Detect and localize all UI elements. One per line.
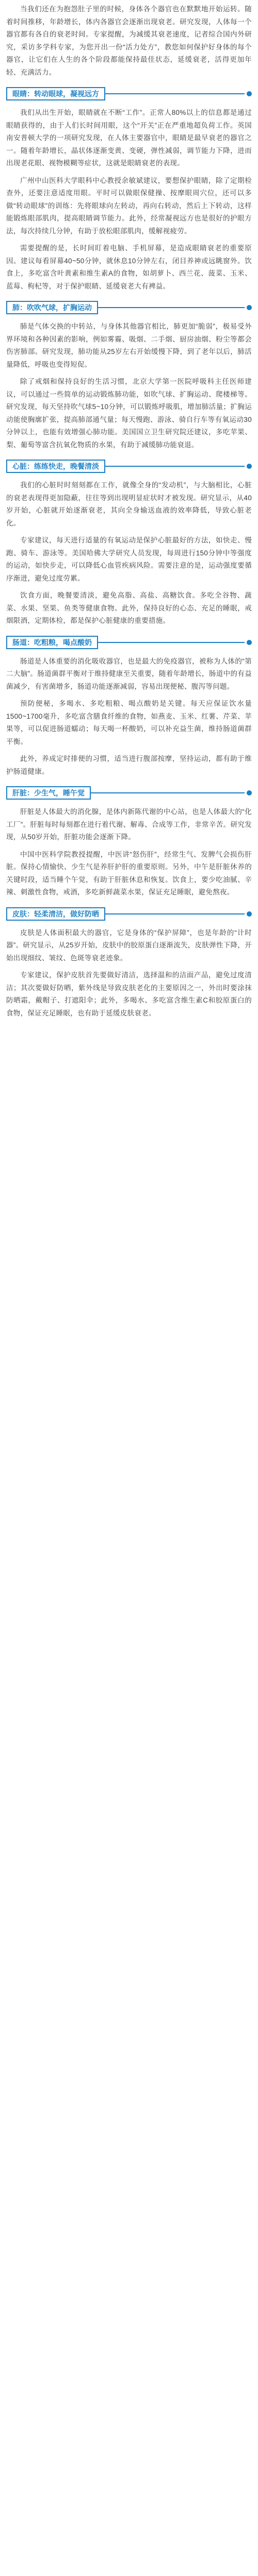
section-paragraph: 中国中医科学院教授提醒，中医讲“怒伤肝”，经常生气、发脾气会损伤肝脏。保持心情愉快、少生气是养肝护肝的重要原则。另外，中午是肝脏休养的关键时段，适当睡个午觉，有助于肝脏休息和恢复。饮食上，要少吃油腻、辛辣、刺激性食物，戒酒，多吃新鲜蔬菜水果，保证充足睡眠，避免熬夜。: [6, 850, 252, 896]
section-paragraph: 肝脏是人体最大的消化腺，是体内新陈代谢的中心站，也是人体最大的“化工厂”。肝脏每时每刻都在进行着代谢、解毒、合成等工作，非常辛苦。研究发现，从50岁开始，肝脏功能会逐渐下降。: [6, 808, 252, 841]
section-header: [6, 460, 252, 473]
section-paragraph: 饮食方面，晚餐要清淡，避免高脂、高盐、高糖饮食。多吃全谷物、蔬菜、水果、坚果、鱼类等健康食物。此外，保持良好的心态、充足的睡眠，戒烟限酒，定期体检，都是保护心脏健康的重要措施。: [6, 591, 252, 624]
section-paragraph: 专家建议，每天进行适量的有氧运动是保护心脏最好的方法，如快走、慢跑、骑车、游泳等。美国哈佛大学研究人员发现，每周进行150分钟中等强度的运动，如快步走，可以降低心血管疾病风险。需要注意的是，运动强度要循序渐进，避免过度劳累。: [6, 536, 252, 582]
section-paragraph: 专家建议，保护皮肤首先要做好清洁，选择温和的洁面产品，避免过度清洁；其次要做好防晒，紫外线是导致皮肤老化的主要原因之一，外出时要涂抹防晒霜，戴帽子、打遮阳伞；此外，多喝水、多吃富含维生素C和胶原蛋白的食物，保证充足睡眠，也有助于延缓皮肤衰老。: [6, 971, 252, 1017]
section-paragraph: 此外，养成定时排便的习惯，适当进行腹部按摩，坚持运动，都有助于维护肠道健康。: [6, 755, 252, 775]
article: [0, 0, 258, 1037]
section-intestine: [6, 636, 252, 778]
dot-icon: [247, 305, 252, 310]
dot-icon: [247, 640, 252, 645]
section-paragraph: 需要提醒的是，长时间盯着电脑、手机屏幕，是造成眼睛衰老的重要原因。建议每看屏幕40~50分钟，就休息10分钟左右，闭目养神或远眺窗外。饮食上，多吃富含叶黄素和维生素A的食物，如胡萝卜、西兰花、菠菜、玉米、蓝莓、枸杞等，对于保护眼睛、延缓衰老大有裨益。: [6, 244, 252, 290]
section-liver: [6, 786, 252, 899]
section-paragraph: 肺是气体交换的中转站，与身体其他器官相比，肺更加“脆弱”，极易受外界环境和各种因素的影响，例如雾霾、吸烟、二手烟、厨房油烟、粉尘等都会伤害肺部。研究发现，肺功能从25岁左右开始缓慢下降，到了老年以后，肺活量降低，呼吸也变得短促。: [6, 323, 252, 368]
section-heart: [6, 460, 252, 628]
intro-paragraph: 当我们还在为抱怨肚子里的时候，身体各个器官也在默默地开始运转。随着时间推移，年龄增长，体内各器官会逐渐出现衰老。研究发现，人体每一个器官都有各自的衰老时间。专家提醒，为减缓其衰老速度，记者综合国内外研究，采访多学科专家，为您开出一份“活力处方”，教您如何保护好身体的每个器官，让它们在人生的各个阶段都能保持最佳状态，延缓衰老，活得更加年轻、充满活力。: [6, 5, 252, 76]
section-title: 心脏：练练快走，晚餐清淡: [6, 460, 105, 473]
section-header: [6, 87, 252, 100]
dot-icon: [247, 464, 252, 469]
divider-line: [98, 307, 245, 308]
divider-line: [105, 466, 245, 467]
dot-icon: [247, 91, 252, 96]
section-title: 肺：吹吹气球，扩胸运动: [6, 301, 98, 314]
section-header: [6, 301, 252, 314]
section-header: [6, 636, 252, 649]
section-title: 皮肤：轻柔清洁，做好防晒: [6, 907, 105, 921]
divider-line: [91, 792, 245, 793]
section-paragraph: 肠道是人体重要的消化吸收器官，也是最大的免疫器官，被称为人体的“第二大脑”。肠道菌群平衡对于维持健康至关重要，随着年龄增长，肠道中的有益菌减少，有害菌增多，肠道功能逐渐减弱，容易出现便秘、腹泻等问题。: [6, 657, 252, 690]
dot-icon: [247, 790, 252, 795]
section-skin: [6, 907, 252, 1020]
section-header: [6, 786, 252, 800]
divider-line: [105, 93, 245, 94]
section-paragraph: 预防便秘，多喝水、多吃粗粮、喝点酸奶是关键。每天应保证饮水量1500~1700毫升，多吃富含膳食纤维的食物，如燕麦、玉米、红薯、芹菜、苹果等，可以促进肠道蠕动；每天喝一杯酸奶，可以补充益生菌，维持肠道菌群平衡。: [6, 700, 252, 745]
divider-line: [98, 642, 245, 643]
section-paragraph: 皮肤是人体面积最大的器官，它是身体的“保护屏障”，也是年龄的“计时器”。研究显示，从25岁开始，皮肤中的胶原蛋白逐渐流失，皮肤弹性下降，开始出现细纹、皱纹、色斑等衰老迹象。: [6, 928, 252, 962]
section-paragraph: 除了戒烟和保持良好的生活习惯，北京大学第一医院呼吸科主任医师建议，可以通过一些简单的运动锻炼肺功能，如吹气球、扩胸运动、爬楼梯等。研究发现，每天坚持吹气球5~10分钟，可以锻炼呼吸肌，增加肺活量；扩胸运动能使胸廓扩张，提高肺部通气量；每天慢跑、游泳、骑自行车等有氧运动30分钟以上，也能有效增强心肺功能。美国国立卫生研究院还建议，多吃苹果、梨、葡萄等富含抗氧化物质的水果，有助于减缓肺功能衰退。: [6, 378, 252, 449]
section-paragraph: 我们从出生开始，眼睛就在不断“工作”。正常人80%以上的信息都是通过眼睛获得的，由于人们长时间用眼，这个“开关”正在严重地超负荷工作。英国南安普顿大学的一项研究发现，在人体主要器官中，眼睛是最早衰老的器官之一。随着年龄增长，晶状体逐渐变黄、变硬，弹性减弱，调节能力下降，进而出现老花眼、视物模糊等症状，这就是眼睛衰老的表现。: [6, 109, 252, 167]
section-title: 眼睛：转动眼球，凝视远方: [6, 87, 105, 100]
section-title: 肠道：吃粗粮，喝点酸奶: [6, 636, 98, 649]
section-title: 肝脏：少生气，睡午觉: [6, 786, 91, 800]
divider-line: [105, 913, 245, 914]
section-eyes: [6, 87, 252, 293]
intro: [6, 3, 252, 79]
section-paragraph: 广州中山医科大学眼科中心教授余敏斌建议，要想保护眼睛，除了定期检查外，还要注意适度用眼。平时可以做眼保健操、按摩眼周穴位，还可以多做“转动眼球”的训练：先将眼球向左转动，再向右转动，然后上下转动，这样能锻炼眼部肌肉，提高眼睛调节能力。此外，经常凝视远方也是很好的护眼方法，每次持续几分钟，有助于放松眼部肌肉，缓解视疲劳。: [6, 176, 252, 235]
section-paragraph: 我们的心脏时时刻刻都在工作，就像全身的“发动机”，与大脑相比，心脏的衰老表现得更加隐蔽，往往等到出现明显症状时才被发现。研究显示，从40岁开始，心脏就开始逐渐衰老，其向全身输送血液的效率降低，导致心脏老化。: [6, 481, 252, 527]
dot-icon: [247, 911, 252, 917]
section-lungs: [6, 301, 252, 451]
section-header: [6, 907, 252, 921]
